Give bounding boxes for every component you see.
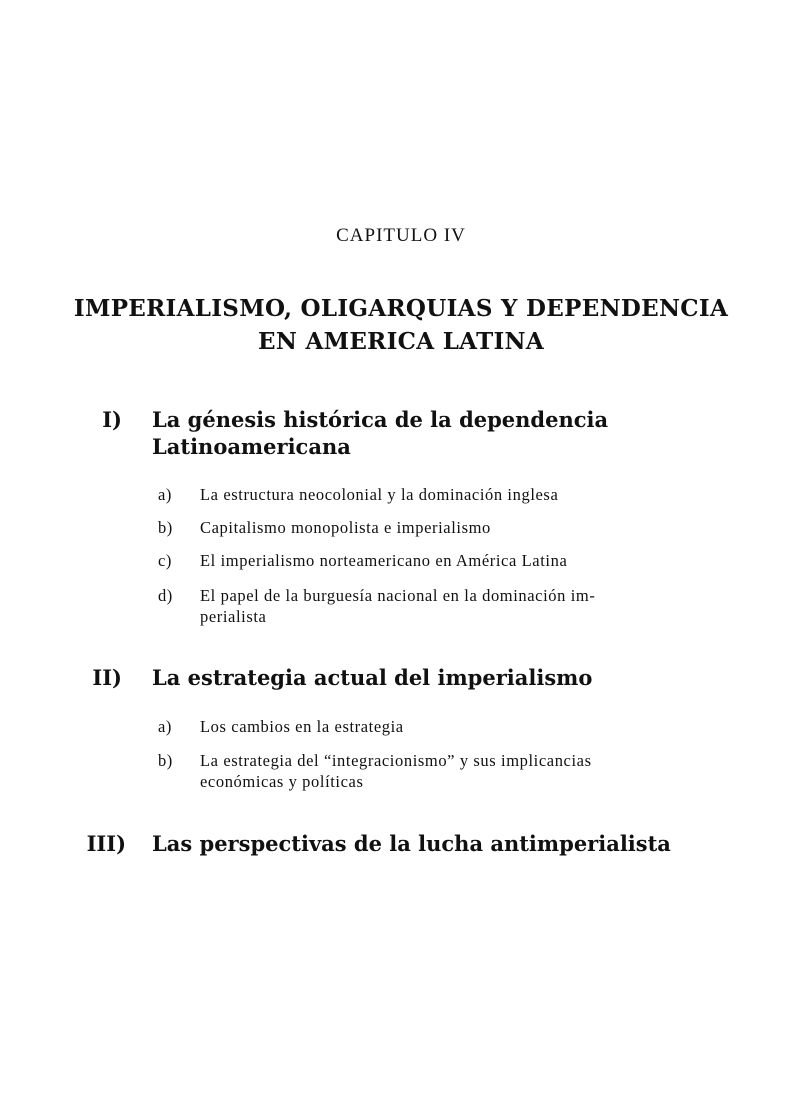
item-text-line-1: La estrategia del “integracionismo” y sus implicancias	[200, 751, 592, 770]
section-3-number: III)	[86, 831, 126, 856]
item-letter: d)	[158, 586, 173, 605]
chapter-title	[0, 292, 802, 358]
item-letter: a)	[158, 717, 172, 736]
item-letter: b)	[158, 751, 173, 770]
item-letter: b)	[158, 518, 173, 537]
section-2-title: La estrategia actual del imperialismo	[152, 665, 593, 690]
item-letter: a)	[158, 485, 172, 504]
item-text-line-2: económicas y políticas	[200, 772, 364, 791]
item-text: Capitalismo monopolista e imperialismo	[200, 518, 491, 537]
section-1-number: I)	[102, 407, 122, 432]
item-text: El imperialismo norteamericano en América Latina	[200, 551, 568, 570]
section-1-title-line-2: Latinoamericana	[152, 434, 351, 459]
item-text	[200, 585, 724, 627]
item-text-line-2: perialista	[200, 607, 267, 626]
section-3-title: Las perspectivas de la lucha antimperialista	[152, 831, 671, 856]
item-text-line-1: El papel de la burguesía nacional en la dominación im-	[200, 586, 596, 605]
item-letter: c)	[158, 551, 172, 570]
item-text: Los cambios en la estrategia	[200, 717, 404, 736]
section-1-title	[152, 406, 752, 460]
chapter-title-line-2: EN AMERICA LATINA	[257, 328, 545, 355]
item-text	[200, 750, 724, 792]
section-2-number: II)	[92, 665, 122, 690]
section-1-title-line-1: La génesis histórica de la dependencia	[152, 407, 609, 432]
chapter-title-line-1: IMPERIALISMO, OLIGARQUIAS Y DEPENDENCIA	[73, 295, 729, 322]
item-text: La estructura neocolonial y la dominación inglesa	[200, 485, 559, 504]
chapter-label: CAPITULO IV	[336, 225, 466, 246]
